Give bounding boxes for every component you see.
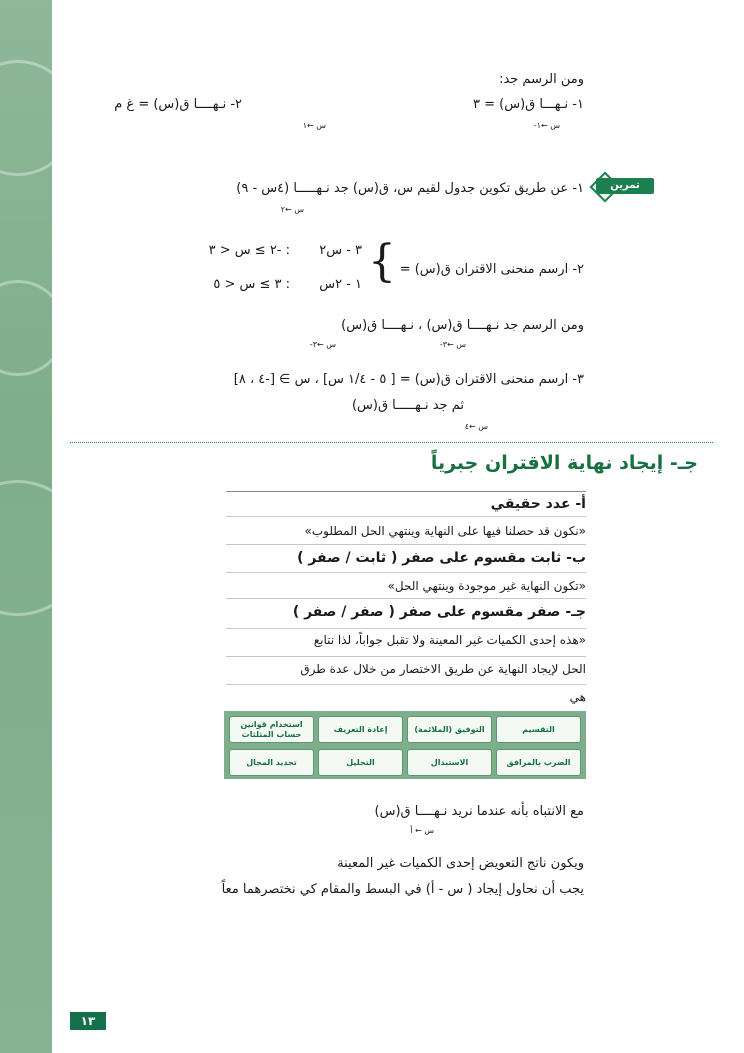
exercise-q2-find-sub2: س ←٣- xyxy=(309,340,336,349)
methods-grid xyxy=(224,711,586,779)
divider xyxy=(70,442,713,443)
case-c-text3: هي xyxy=(569,690,586,704)
find-item-2: ٢- نـهــــا ق(س) = غ م xyxy=(114,97,242,112)
method-cell: الاستبدال xyxy=(407,749,492,776)
exercise-q1: ١- عن طريق تكوين جدول لقيم س، ق(س) جد نـهـــــا (٤س - ٩) xyxy=(236,181,584,196)
note-1-sub: س ← أ xyxy=(410,826,434,835)
find-item-1-sub: س ←١- xyxy=(533,121,560,130)
exercise-q1-sub: س ←٢ xyxy=(280,205,304,214)
find-item-1: ١- نـهـــا ق(س) = ٣ xyxy=(473,97,584,112)
case-a-text: «نكون قد حصلنا فيها على النهاية وينتهي الحل المطلوب» xyxy=(304,524,586,538)
case2-cond: : ٣ ≥ س < ٥ xyxy=(213,277,290,292)
exercise-q2-find: ومن الرسم جد نـهــــا ق(س) ، نـهــــا ق(س) xyxy=(341,318,584,333)
exercise-q3: ٣- ارسم منحنى الاقتران ق(س) = [ ٥ - ١/٤ س] ، س ∋ [-٤ ، ٨] xyxy=(233,372,584,387)
method-cell: الضرب بالمرافق xyxy=(496,749,581,776)
exercise-label: تمرين xyxy=(596,178,654,194)
case-c-text1: «هذه إحدى الكميات غير المعينة ولا تقبل جواباً، لذا نتابع xyxy=(313,633,586,647)
brace: { xyxy=(368,236,396,287)
note-3: يجب أن نحاول إيجاد ( س - أ) في البسط والمقام كي نختصرهما معاً xyxy=(221,882,584,897)
frame-line xyxy=(226,491,586,492)
case2-expr: ١ - ٢س xyxy=(319,277,362,292)
find-item-2-sub: س ←١ xyxy=(302,121,326,130)
method-cell: التقسيم xyxy=(496,716,581,743)
exercise-q2-find-sub1: س ←٣- xyxy=(439,340,466,349)
method-cell: إعادة التعريف xyxy=(318,716,403,743)
method-cell: التوفيق (الملائمة) xyxy=(407,716,492,743)
case-c-title: جـ- صفر مقسوم على صفر ( صفر / صفر ) xyxy=(292,604,586,620)
method-cell: التحليل xyxy=(318,749,403,776)
frame-line xyxy=(226,628,586,629)
method-cell: استخدام قوانين حساب المثلثات xyxy=(229,716,314,743)
frame-line xyxy=(226,684,586,685)
intro-text: ومن الرسم جد: xyxy=(499,72,584,87)
case-b-title: ب- ثابت مقسوم على صفر ( ثابت / صفر ) xyxy=(297,550,586,566)
frame-line xyxy=(226,656,586,657)
note-1: مع الانتباه بأنه عندما نريد نـهــــا ق(س) xyxy=(374,804,584,819)
frame-line xyxy=(226,544,586,545)
frame-line xyxy=(226,598,586,599)
case1-expr: ٣ - س٢ xyxy=(319,243,362,258)
exercise-q2: ٢- ارسم منحنى الاقتران ق(س) = xyxy=(399,262,584,277)
case1-cond: : -٢ ≥ س < ٣ xyxy=(208,243,290,258)
frame-line xyxy=(226,516,586,517)
page-number: ١٣ xyxy=(70,1012,106,1030)
note-2: ويكون ناتج التعويض إحدى الكميات غير المعينة xyxy=(337,856,584,871)
method-cell: تحديد المجال xyxy=(229,749,314,776)
case-b-text: «تكون النهاية غير موجودة وينتهي الحل» xyxy=(387,579,586,593)
decorative-sidebar xyxy=(0,0,52,1053)
exercise-q3-find: ثم جد نـهـــــا ق(س) xyxy=(351,398,464,413)
section-title: جـ- إيجاد نهاية الاقتران جبرياً xyxy=(430,452,698,474)
frame-line xyxy=(226,572,586,573)
exercise-q3-find-sub: س ←٤ xyxy=(464,422,488,431)
case-a-title: أ- عدد حقيقي xyxy=(490,496,586,512)
case-c-text2: الحل لإيجاد النهاية عن طريق الاختصار من خلال عدة طرق xyxy=(300,662,586,676)
